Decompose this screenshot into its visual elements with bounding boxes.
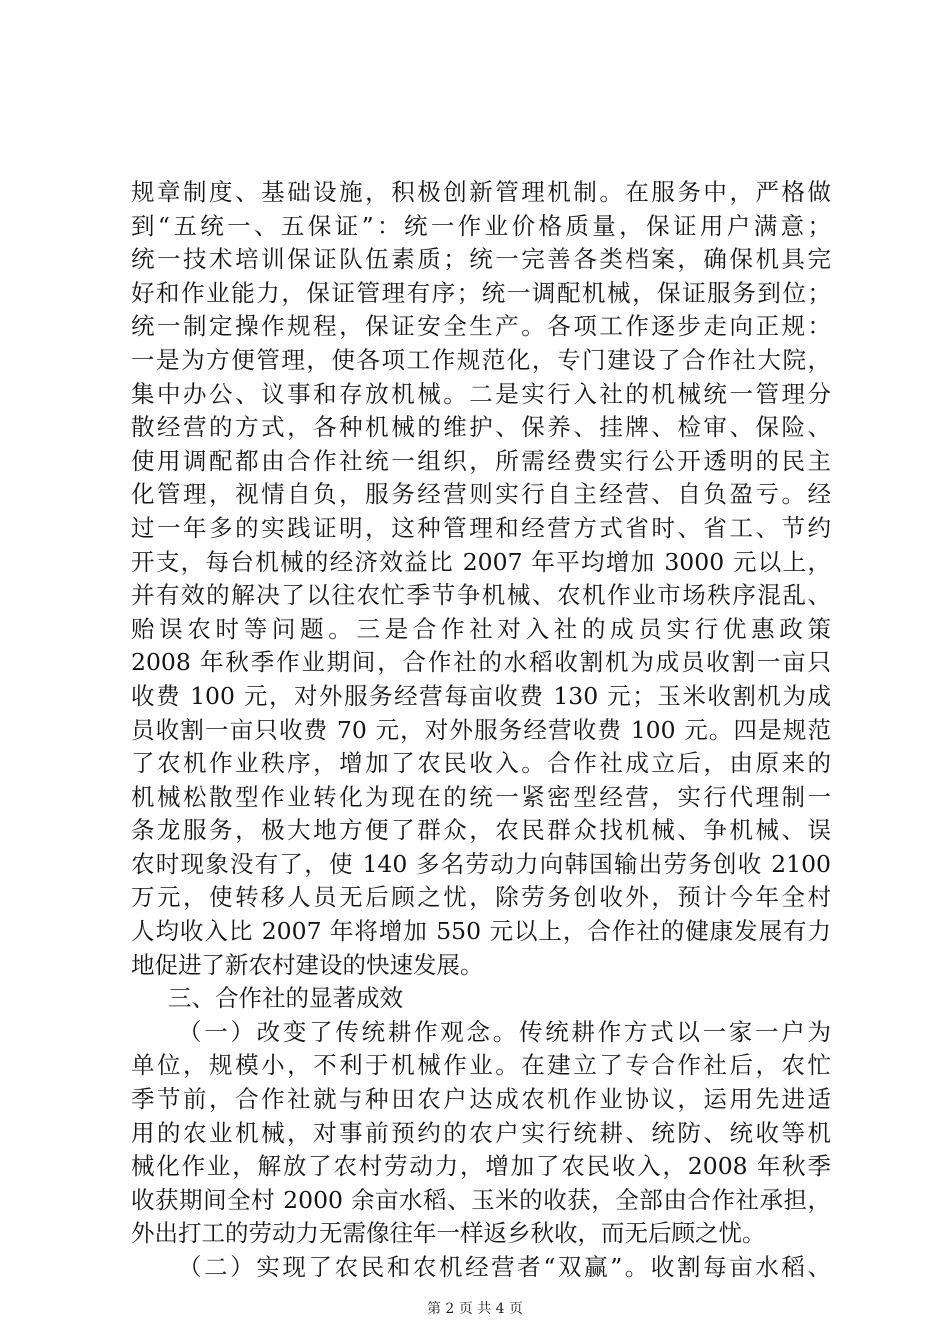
text-line: 散经营的方式，各种机械的维护、保养、挂牌、检审、保险、 bbox=[131, 413, 831, 442]
text-line: 收获期间全村 2000 余亩水稻、玉米的收获，全部由合作社承担， bbox=[131, 1185, 831, 1214]
document-body bbox=[131, 176, 831, 1285]
text-line: 贻误农时等问题。三是合作社对入社的成员实行优惠政策 bbox=[131, 614, 831, 643]
text-line: 机械松散型作业转化为现在的统一紧密型经营，实行代理制一 bbox=[131, 782, 831, 811]
subsection-first-line: （二）实现了农民和农机经营者“双赢”。收割每亩水稻、 bbox=[178, 1253, 831, 1281]
text-line: 到“五统一、五保证”：统一作业价格质量，保证用户满意； bbox=[131, 211, 831, 240]
paragraph-end-line: 外出打工的劳动力无需像往年一样返乡秋收，而无后顾之忧。 bbox=[131, 1219, 766, 1248]
section-heading: 三、合作社的显著成效 bbox=[168, 984, 403, 1013]
text-line: 了农机作业秩序，增加了农民收入。合作社成立后，由原来的 bbox=[131, 749, 831, 778]
text-line: 并有效的解决了以往农忙季节争机械、农机作业市场秩序混乱、 bbox=[131, 581, 831, 610]
text-line: 规章制度、基础设施，积极创新管理机制。在服务中，严格做 bbox=[131, 178, 831, 206]
subsection-first-line: （一）改变了传统耕作观念。传统耕作方式以一家一户为 bbox=[178, 1017, 831, 1046]
text-line: 使用调配都由合作社统一组织，所需经费实行公开透明的民主 bbox=[131, 446, 831, 475]
text-line: 农时现象没有了，使 140 多名劳动力向韩国输出劳务创收 2100 bbox=[131, 849, 831, 878]
text-line: 人均收入比 2007 年将增加 550 元以上，合作社的健康发展有力 bbox=[131, 917, 831, 946]
paragraph-end-line: 地促进了新农村建设的快速发展。 bbox=[131, 950, 484, 979]
text-line: 2008 年秋季作业期间，合作社的水稻收割机为成员收割一亩只 bbox=[131, 648, 831, 677]
text-line: 统一技术培训保证队伍素质；统一完善各类档案，确保机具完 bbox=[131, 245, 831, 274]
text-line: 开支，每台机械的经济效益比 2007 年平均增加 3000 元以上， bbox=[131, 547, 831, 576]
text-line: 化管理，视情自负，服务经营则实行自主经营、自负盈亏。经 bbox=[131, 480, 831, 509]
text-line: 单位，规模小，不利于机械作业。在建立了专合作社后，农忙 bbox=[131, 1051, 831, 1080]
text-line: 季节前，合作社就与种田农户达成农机作业协议，运用先进适 bbox=[131, 1085, 831, 1114]
text-line: 过一年多的实践证明，这种管理和经营方式省时、省工、节约 bbox=[131, 513, 831, 542]
text-line: 收费 100 元，对外服务经营每亩收费 130 元；玉米收割机为成 bbox=[131, 681, 831, 710]
text-line: 用的农业机械，对事前预约的农户实行统耕、统防、统收等机 bbox=[131, 1118, 831, 1147]
text-line: 统一制定操作规程，保证安全生产。各项工作逐步走向正规： bbox=[131, 312, 831, 341]
text-line: 械化作业，解放了农村劳动力，增加了农民收入，2008 年秋季 bbox=[131, 1152, 831, 1181]
text-line: 万元，使转移人员无后顾之忧，除劳务创收外，预计今年全村 bbox=[131, 883, 831, 912]
text-line: 好和作业能力，保证管理有序；统一调配机械，保证服务到位； bbox=[131, 278, 831, 307]
text-line: 一是为方便管理，使各项工作规范化，专门建设了合作社大院， bbox=[131, 345, 831, 374]
text-line: 集中办公、议事和存放机械。二是实行入社的机械统一管理分 bbox=[131, 379, 831, 408]
page-footer: 第 2 页 共 4 页 bbox=[426, 1301, 524, 1317]
text-line: 员收割一亩只收费 70 元，对外服务经营收费 100 元。四是规范 bbox=[131, 715, 831, 744]
text-line: 条龙服务，极大地方便了群众，农民群众找机械、争机械、误 bbox=[131, 816, 831, 845]
